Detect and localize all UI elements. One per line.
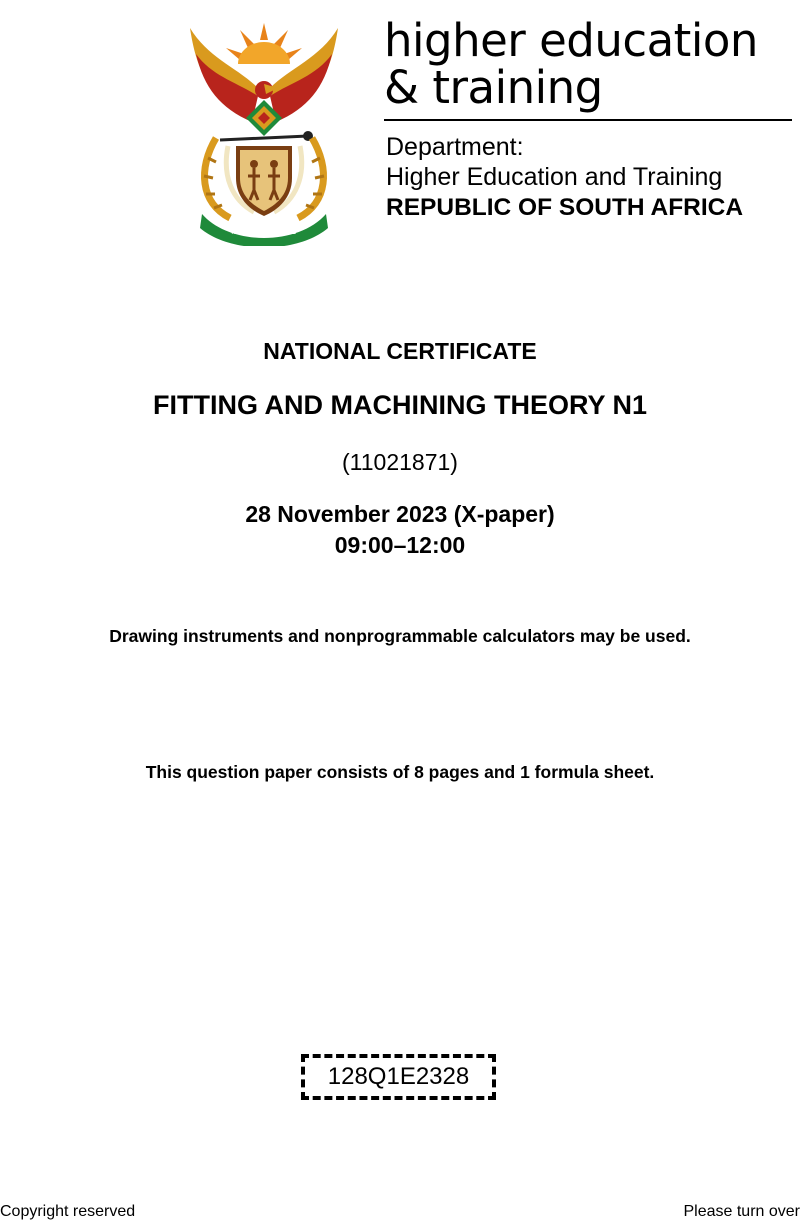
exam-instructions: Drawing instruments and nonprogrammable calculators may be used. xyxy=(109,626,691,646)
footer-copyright: Copyright reserved xyxy=(0,1203,136,1220)
brand-line-2: & training xyxy=(384,61,603,114)
brand-divider xyxy=(384,119,792,121)
department-country: REPUBLIC OF SOUTH AFRICA xyxy=(386,194,744,221)
brand-line-1: higher education xyxy=(384,14,758,67)
exam-date: 28 November 2023 (X-paper) xyxy=(245,501,555,527)
department-label: Department: xyxy=(386,133,524,161)
coat-of-arms-icon xyxy=(178,18,350,246)
page-count-note: This question paper consists of 8 pages and 1 formula sheet. xyxy=(145,762,655,782)
motto-ribbon-icon xyxy=(200,214,328,246)
department-name: Higher Education and Training xyxy=(386,163,723,191)
certificate-title: NATIONAL CERTIFICATE xyxy=(263,338,537,364)
subject-code: (11021871) xyxy=(342,449,458,475)
paper-code-box: 128Q1E2328 xyxy=(301,1054,496,1100)
motto-text: !KE E: /XARRA //KE xyxy=(231,228,297,236)
sun-icon xyxy=(226,23,302,64)
exam-time: 09:00–12:00 xyxy=(334,532,466,558)
footer-turn-over: Please turn over xyxy=(683,1203,800,1220)
subject-title: FITTING AND MACHINING THEORY N1 xyxy=(152,390,647,420)
